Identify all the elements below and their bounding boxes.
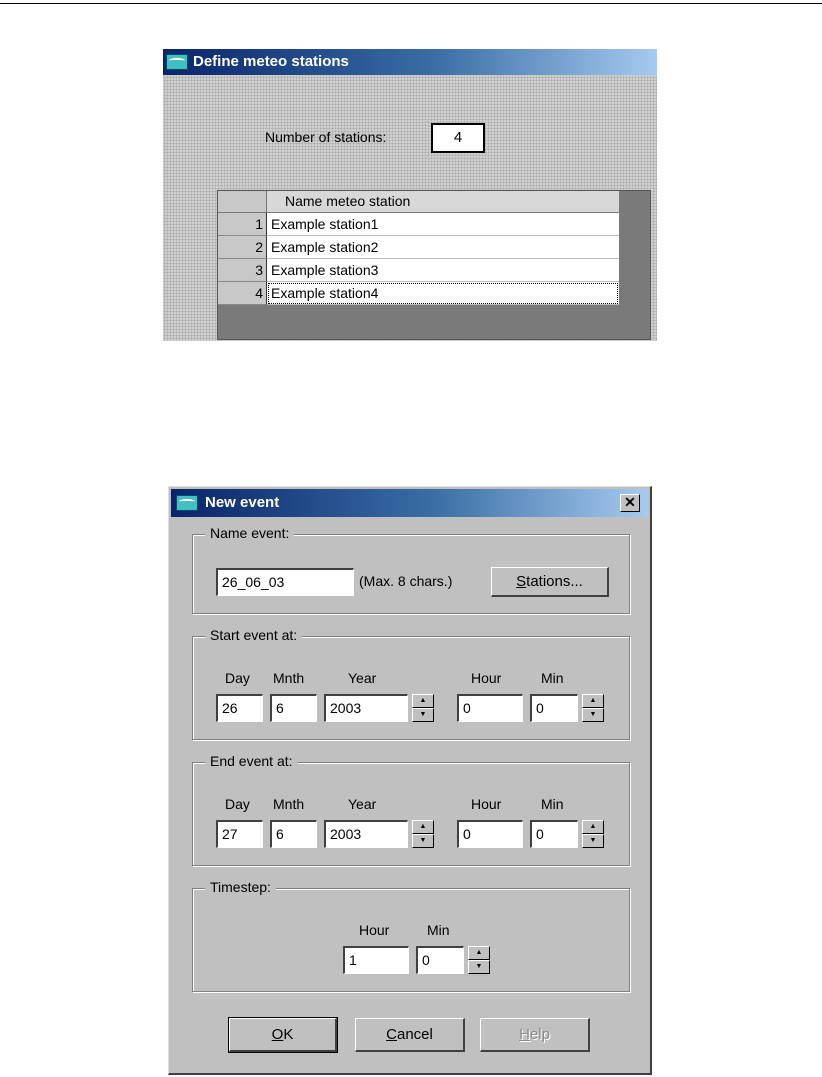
app-icon (166, 54, 188, 70)
name-event-group (192, 525, 630, 614)
spin-down-icon[interactable]: ▼ (582, 708, 604, 722)
spin-up-icon[interactable]: ▲ (468, 946, 490, 960)
grid-station-name-cell[interactable]: Example station3 (267, 259, 619, 282)
grid-column-header: Name meteo station (267, 191, 619, 213)
grid-station-name-cell[interactable]: Example station4 (267, 282, 619, 305)
cancel-button-label: ancel (396, 1026, 433, 1043)
meteo-window-titlebar (163, 49, 657, 75)
grid-station-name-cell[interactable]: Example station2 (267, 236, 619, 259)
timestep-min-label: Min (427, 922, 450, 938)
end-day-input[interactable]: 27 (216, 820, 263, 848)
end-day-label: Day (225, 796, 250, 812)
close-icon[interactable]: ✕ (620, 494, 640, 512)
end-date-spinner (412, 820, 434, 848)
timestep-min-input[interactable]: 0 (416, 946, 464, 974)
spin-down-icon[interactable]: ▼ (468, 960, 490, 974)
grid-row-number: 3 (218, 259, 267, 282)
start-month-input[interactable]: 6 (270, 694, 317, 722)
new-event-dialog (168, 486, 652, 1075)
ok-button-mnemonic: O (271, 1026, 284, 1043)
end-month-input[interactable]: 6 (270, 820, 317, 848)
grid-row-number: 2 (218, 236, 267, 259)
number-of-stations-input[interactable]: 4 (431, 123, 485, 153)
start-time-spinner (582, 694, 604, 722)
timestep-spinner (468, 946, 490, 974)
start-day-input[interactable]: 26 (216, 694, 263, 722)
start-hour-label: Hour (471, 670, 502, 686)
event-dialog-title: New event (205, 494, 280, 511)
start-min-label: Min (541, 670, 564, 686)
spin-down-icon[interactable]: ▼ (412, 708, 434, 722)
end-month-label: Mnth (273, 796, 305, 812)
start-year-label: Year (348, 670, 377, 686)
name-event-legend: Name event: (205, 525, 294, 541)
start-hour-input[interactable]: 0 (457, 694, 523, 722)
meteo-stations-window (163, 49, 657, 341)
ok-button[interactable] (229, 1018, 337, 1052)
stations-button-mnemonic: S (516, 573, 527, 590)
end-time-spinner (582, 820, 604, 848)
end-min-label: Min (541, 796, 564, 812)
app-icon (176, 495, 198, 511)
start-date-spinner (412, 694, 434, 722)
number-of-stations-label: Number of stations: (265, 129, 387, 145)
stations-grid (217, 190, 651, 340)
spin-down-icon[interactable]: ▼ (412, 834, 434, 848)
start-day-label: Day (225, 670, 250, 686)
spin-up-icon[interactable]: ▲ (412, 694, 434, 708)
spin-up-icon[interactable]: ▲ (582, 694, 604, 708)
stations-button[interactable] (491, 567, 609, 597)
start-year-input[interactable]: 2003 (324, 694, 408, 722)
start-event-group (192, 627, 630, 740)
meteo-window-title: Define meteo stations (193, 53, 349, 70)
cancel-button-mnemonic: C (386, 1026, 397, 1043)
end-hour-label: Hour (471, 796, 502, 812)
grid-corner-header (218, 191, 267, 213)
start-min-input[interactable]: 0 (530, 694, 578, 722)
end-min-input[interactable]: 0 (530, 820, 578, 848)
start-event-legend: Start event at: (205, 627, 302, 643)
help-button[interactable] (480, 1018, 590, 1052)
timestep-hour-input[interactable]: 1 (343, 946, 409, 974)
end-hour-input[interactable]: 0 (457, 820, 523, 848)
event-name-input[interactable]: 26_06_03 (216, 568, 354, 596)
end-year-input[interactable]: 2003 (324, 820, 408, 848)
end-event-legend: End event at: (205, 753, 298, 769)
spin-up-icon[interactable]: ▲ (582, 820, 604, 834)
timestep-legend: Timestep: (205, 879, 276, 895)
start-month-label: Mnth (273, 670, 305, 686)
help-button-label: elp (529, 1026, 550, 1043)
spin-down-icon[interactable]: ▼ (582, 834, 604, 848)
grid-row-number: 4 (218, 282, 267, 305)
max-chars-hint: (Max. 8 chars.) (359, 573, 453, 589)
end-event-group (192, 753, 630, 866)
spin-up-icon[interactable]: ▲ (412, 820, 434, 834)
event-dialog-titlebar (171, 489, 648, 517)
grid-row-number: 1 (218, 213, 267, 236)
timestep-hour-label: Hour (359, 922, 390, 938)
ok-button-label: K (283, 1026, 294, 1043)
grid-station-name-cell[interactable]: Example station1 (267, 213, 619, 236)
timestep-group (192, 879, 630, 992)
cancel-button[interactable] (355, 1018, 465, 1052)
end-year-label: Year (348, 796, 377, 812)
page-top-rule (0, 3, 822, 4)
stations-button-label: tations... (526, 573, 583, 590)
help-button-mnemonic: H (519, 1026, 530, 1043)
